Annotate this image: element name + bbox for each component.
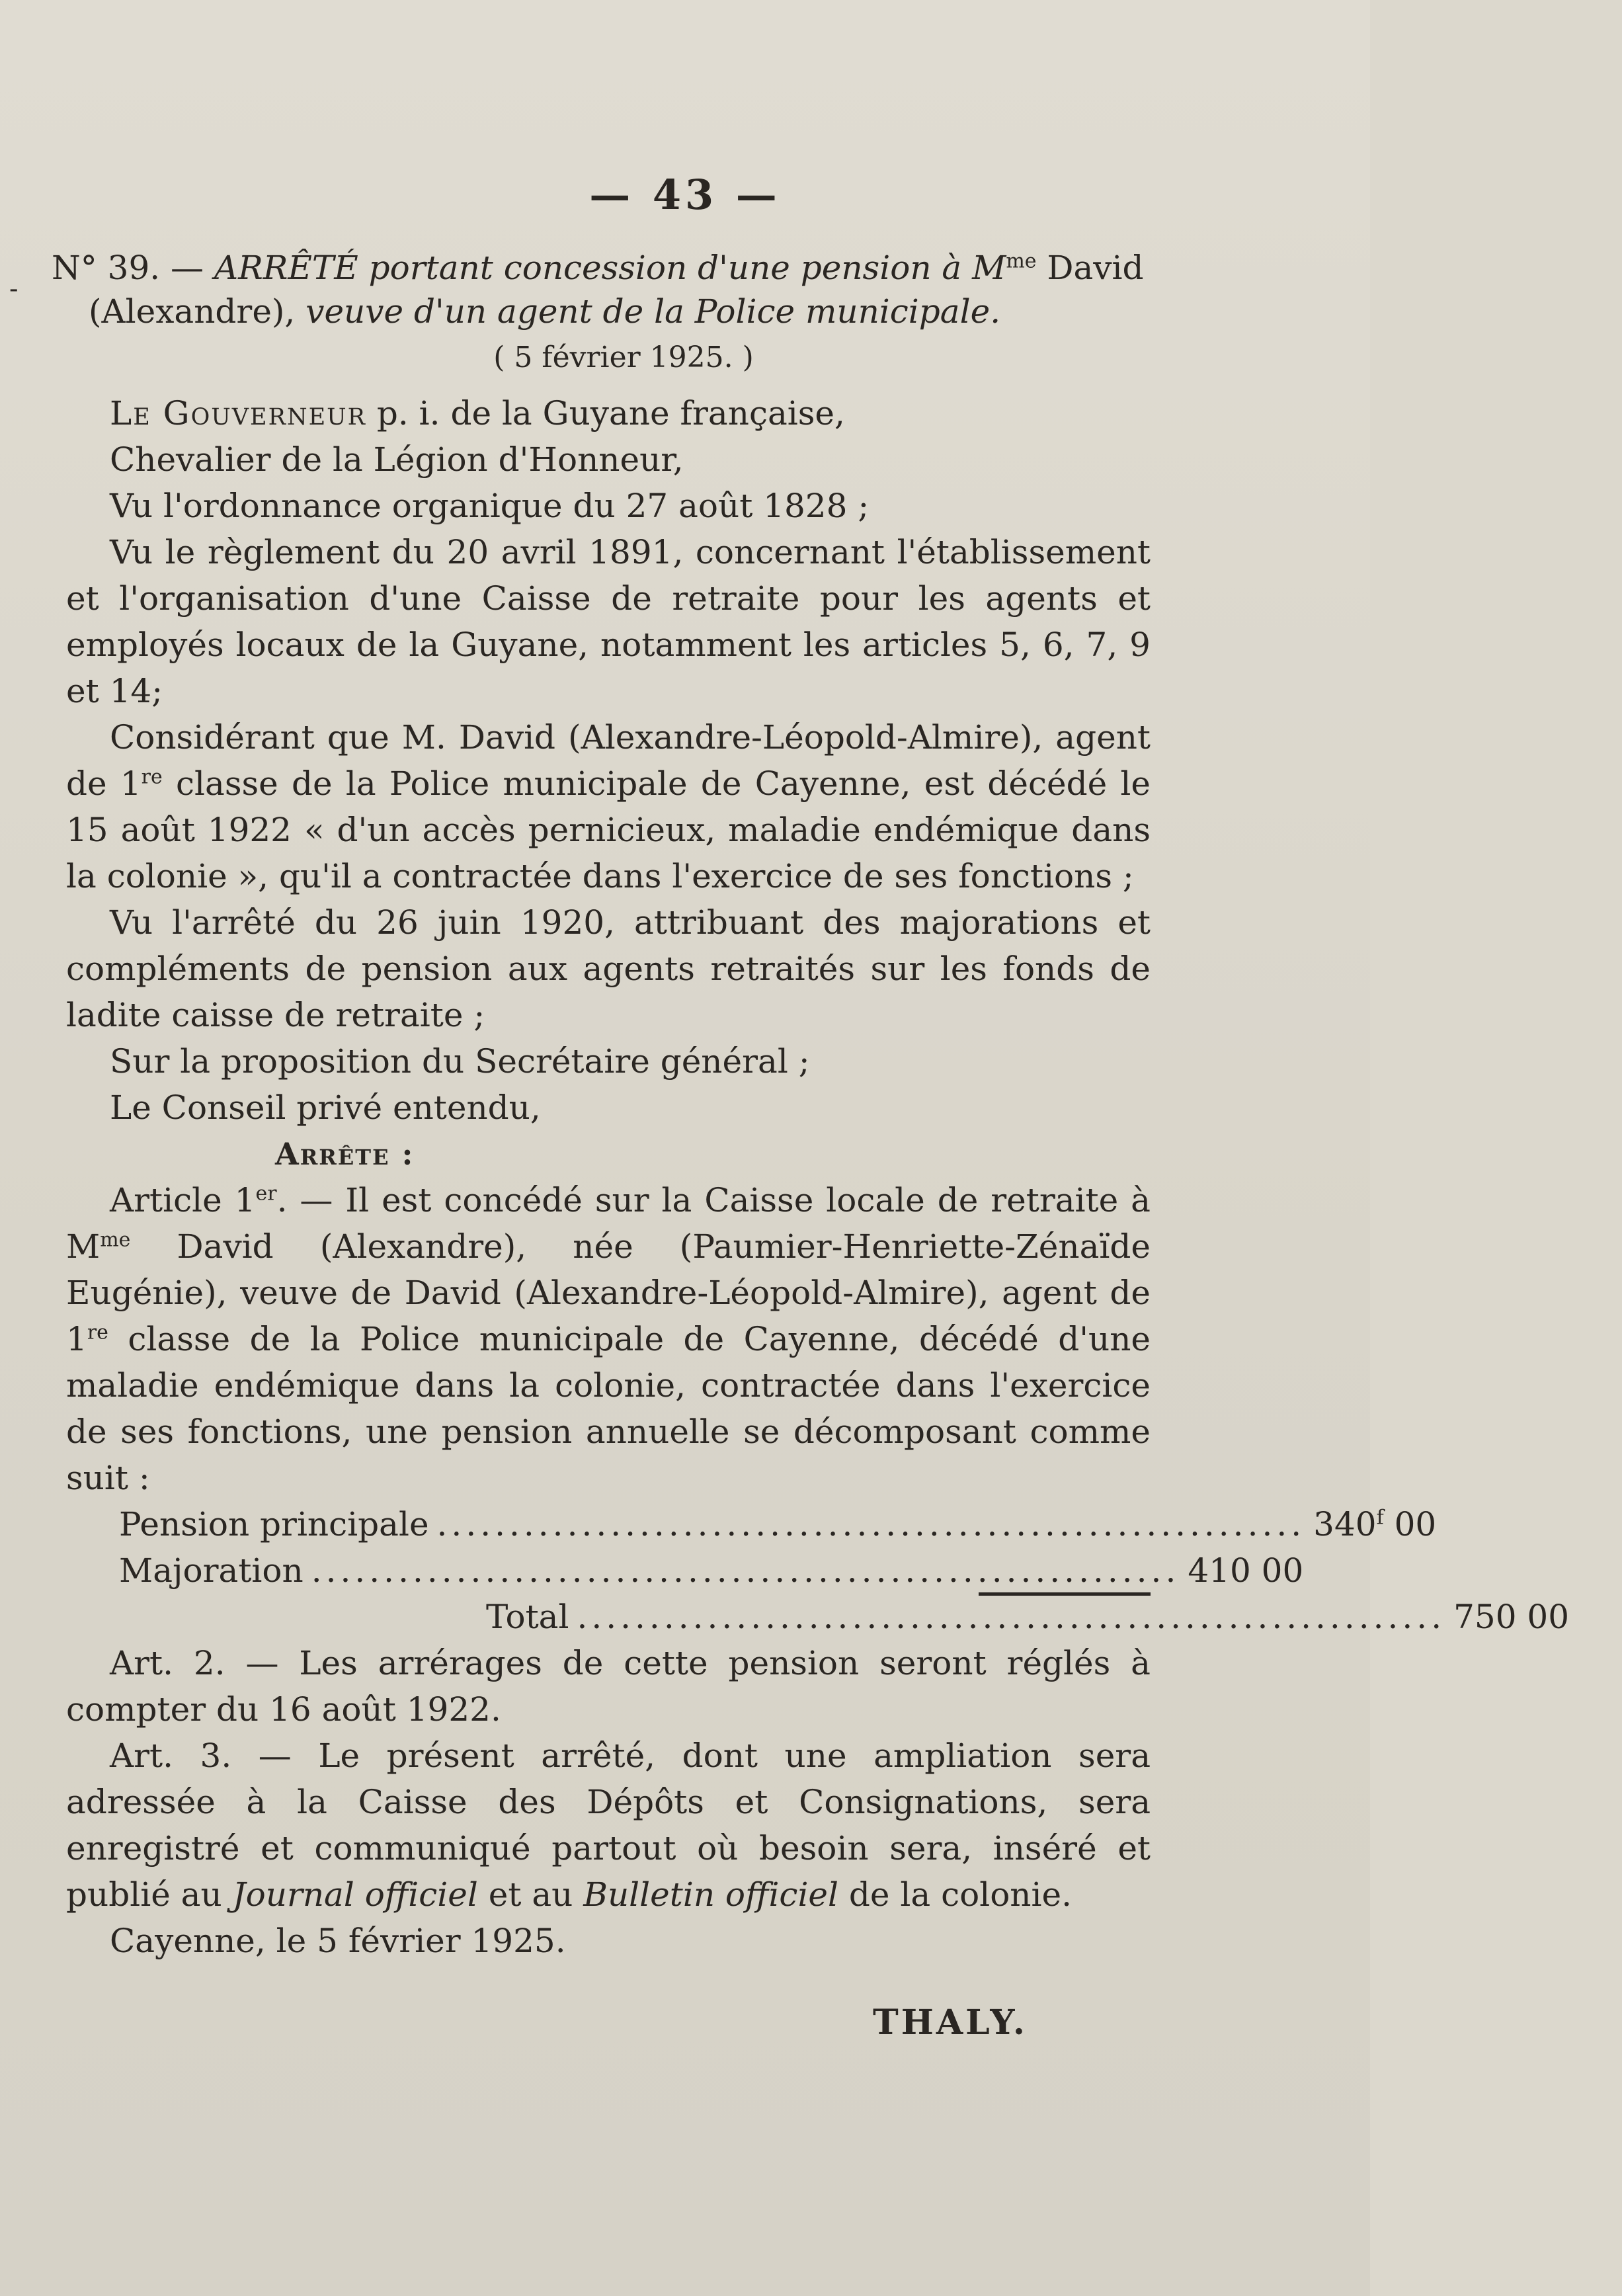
journal-officiel: Journal officiel	[232, 1875, 478, 1914]
governor-rest: p. i. de la Guyane française,	[366, 394, 845, 432]
art1-a: Article 1	[110, 1181, 256, 1219]
decree-number: N° 39. —	[52, 249, 204, 287]
bulletin-officiel: Bulletin officiel	[583, 1875, 839, 1914]
pension-calculation	[119, 1501, 1570, 1640]
governor-title: Le Gouverneur	[110, 394, 366, 432]
principal-amount-sup: f	[1376, 1506, 1384, 1530]
considerant-b: classe de la Police municipale de Cayenne, est décédé le 15 août 1922 « d'un accès pernicieux, maladie endémique dans la colonie », qu'il a contractée dans l'exercice de ses fonctions ;	[66, 764, 1151, 895]
paragraph-governor	[66, 390, 1151, 436]
heading-line-1	[52, 246, 1169, 290]
majoration-label: Majoration	[119, 1551, 304, 1590]
calc-row-majoration	[119, 1547, 1304, 1594]
heading-line-2	[52, 290, 1169, 333]
paragraph-chevalier: Chevalier de la Légion d'Honneur,	[110, 440, 684, 479]
calc-row-total	[119, 1594, 1570, 1640]
art1-sup3: re	[87, 1321, 108, 1344]
total-amount: 750 00	[1453, 1598, 1570, 1636]
decree-date: ( 5 février 1925. )	[493, 341, 754, 374]
calc-row-principal	[119, 1501, 1437, 1547]
art1-b: . — Il est concédé sur la Caisse locale de retraite à M	[66, 1181, 1151, 1266]
paragraph-arrete-1920: Vu l'arrêté du 26 juin 1920, attribuant des majorations et compléments de pension aux agents retraités sur les fonds de ladite caisse de retraite ;	[66, 903, 1151, 1034]
article-3	[66, 1733, 1151, 1918]
leader-dots: ............................................................	[436, 1505, 1306, 1543]
decree-heading	[52, 246, 1169, 380]
considerant-a: Considérant que M. David (Alexandre-Léopold-Almire), agent de 1	[66, 718, 1151, 803]
principal-amount-main: 340	[1313, 1505, 1377, 1543]
article-1	[66, 1177, 1151, 1501]
margin-dash: -	[9, 274, 19, 304]
art3-end: de la colonie.	[838, 1875, 1072, 1914]
paragraph-considerant	[66, 714, 1151, 899]
leader-dots: ............................................................	[311, 1551, 1180, 1590]
title-name: David	[1036, 249, 1144, 287]
principal-amount	[1313, 1501, 1489, 1547]
signature: THALY.	[873, 2002, 1028, 2043]
page-number: — 43 —	[589, 171, 781, 219]
decree-body	[66, 390, 1570, 1964]
art3-a: Art. 3. — Le présent arrêté, dont une ampliation sera adressée à la Caisse des Dépôts et Consignations, sera enregistré et communiqué partout où besoin sera, inséré et publié au	[66, 1737, 1151, 1914]
paragraph-reglement: Vu le règlement du 20 avril 1891, concernant l'établissement et l'organisation d'une Caisse de retraite pour les agents et employés locaux de la Guyane, notamment les articles 5, 6, 7, 9 et 14;	[66, 533, 1151, 710]
article-2: Art. 2. — Les arrérages de cette pension seront réglés à compter du 16 août 1922.	[66, 1644, 1151, 1729]
paragraph-ordonnance: Vu l'ordonnance organique du 27 août 1828 ;	[110, 487, 870, 525]
arrete-heading: Arrête :	[275, 1136, 415, 1172]
title-line2-rest: veuve d'un agent de la Police municipale.	[295, 292, 1001, 331]
sum-rule	[979, 1592, 1151, 1596]
majoration-amount: 410 00	[1188, 1551, 1304, 1590]
decree-title: ARRÊTÉ portant concession d'une pension à M	[214, 249, 1006, 287]
place-date: Cayenne, le 5 février 1925.	[110, 1922, 566, 1960]
leader-dots: ............................................................	[577, 1598, 1446, 1636]
paragraph-conseil: Le Conseil privé entendu,	[110, 1088, 541, 1127]
art3-mid: et au	[477, 1875, 584, 1914]
title-superscript: me	[1006, 249, 1037, 273]
art1-sup1: er	[255, 1182, 277, 1206]
principal-amount-cents: 00	[1383, 1505, 1437, 1543]
title-line2-name: (Alexandre),	[89, 292, 296, 331]
paragraph-proposition: Sur la proposition du Secrétaire général ;	[110, 1042, 810, 1081]
total-label: Total	[486, 1598, 569, 1636]
considerant-sup: re	[141, 765, 163, 789]
principal-label: Pension principale	[119, 1505, 429, 1543]
art1-c: David (Alexandre), née (Paumier-Henriette-Zénaïde Eugénie), veuve de David (Alexandre-Léopold-Almire), agent de 1	[66, 1227, 1151, 1358]
art1-sup2: me	[100, 1228, 131, 1252]
art1-d: classe de la Police municipale de Cayenne, décédé d'une maladie endémique dans la colonie, contractée dans l'exercice de ses fonctions, une pension annuelle se décomposant comme suit :	[66, 1320, 1151, 1497]
